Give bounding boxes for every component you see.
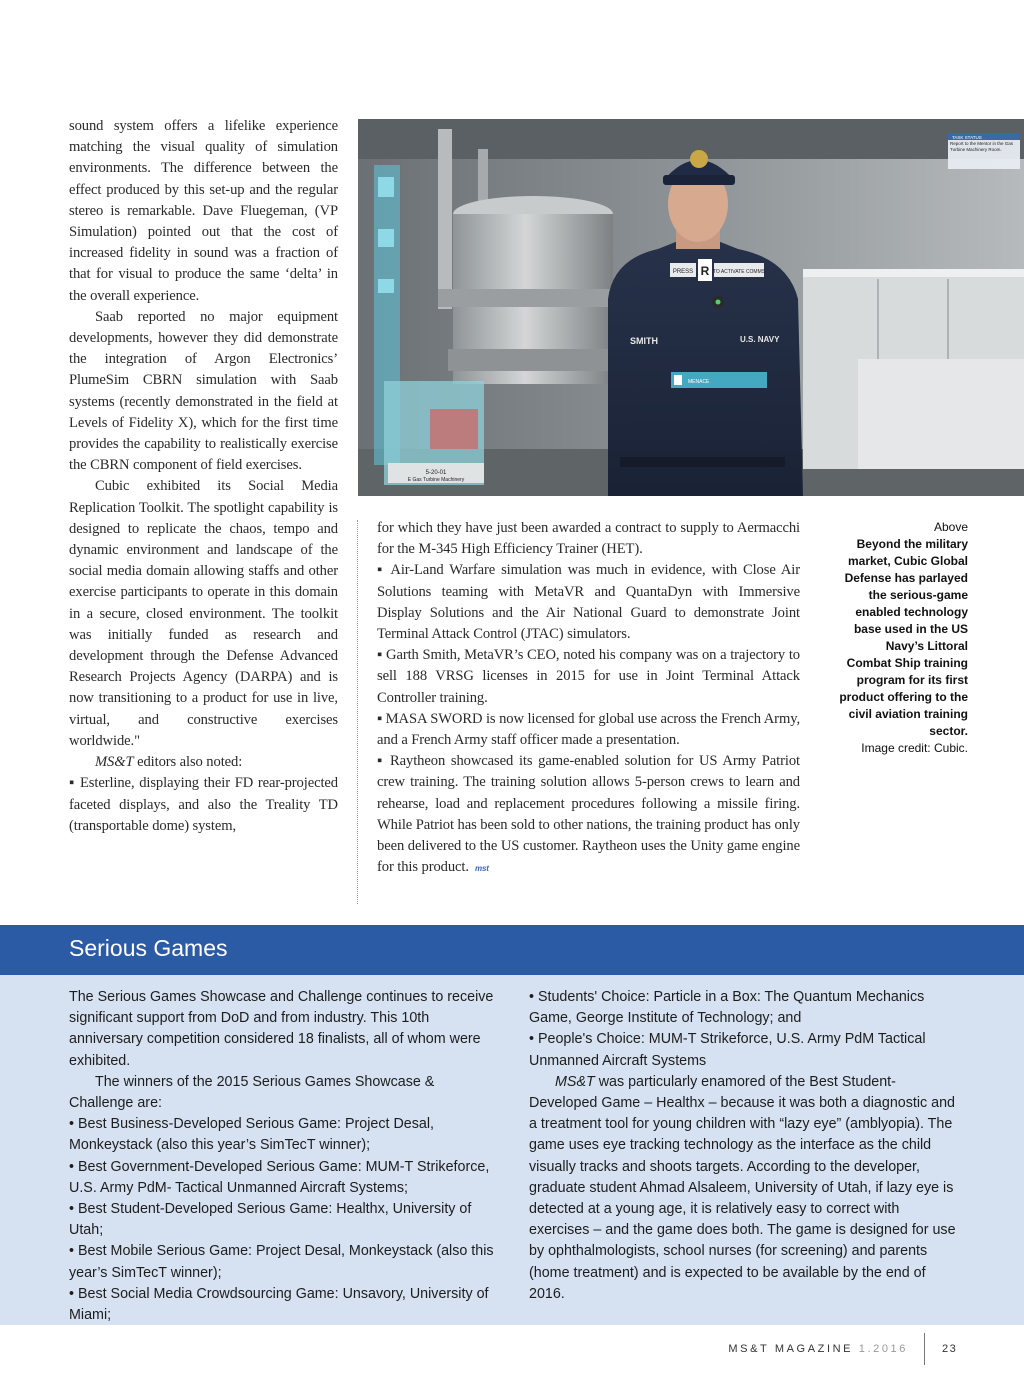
task-panel-text: Report to the Mentor in the Gas Turbine Machinery Room. (950, 141, 1014, 152)
paragraph: • Best Student-Developed Serious Game: Healthx, University of Utah; (69, 1201, 472, 1239)
sign-line1: 5-20-01 (425, 470, 447, 476)
task-panel-header: TASK STATUS (952, 135, 982, 140)
paragraph: for which they have just been awarded a contract to supply to Aermacchi for the M-345 High Efficiency Trainer (HET). (377, 520, 800, 558)
article-photo (358, 119, 1024, 496)
caption-body: Beyond the military market, Cubic Global Defense has parlayed the serious-game enabled technology base used in the US Navy’s Littoral Combat Ship training program for its first product offering to the civil aviation training sector. (839, 537, 968, 738)
paragraph: sound system offers a lifelike experience matching the visual quality of simulation environments. The difference between the effect produced by this set-up and the regular stereo is remarkable. Dave Fluegeman, (VP Simulation) pointed out that the cost of increased fidelity in sound was a fraction of that for visual to produce the same ‘delta’ in the overall experience. (69, 118, 338, 304)
middle-paragraphs (377, 518, 800, 751)
paragraph: Cubic exhibited its Social Media Replication Toolkit. The spotlight capability is designed to replicate the chaos, tempo and dynamic environment and landscape of the social media domain allowing staffs and other exercise participants to operate in this domain in a secure, closed environment. The toolkit was initially funded as research and development through the Defense Advanced Research Projects Agency (DARPA) and is now transitioning to a product for use in live, virtual, and constructive exercises worldwide." (69, 478, 338, 749)
paragraph: Saab reported no major equipment developments, however they did demonstrate the integration of Argon Electronics’ PlumeSim CBRN simulation with Saab systems (recently demonstrated in the field at Levels of Fidelity X), which for the first time provides the capability to realistically exercise the CBRN component of field exercises. (69, 308, 338, 474)
press-left: PRESS (672, 269, 694, 275)
paragraph: • Best Government-Developed Serious Game: MUM-T Strikeforce, U.S. Army PdM- Tactical Unmanned Aircraft Systems; (69, 1158, 490, 1196)
caption-label: Above (933, 520, 968, 534)
raytheon-item: ▪ Raytheon showcased its game-enabled solution for US Army Patriot crew training. The training solution allows 5-person crews to learn and rehearse, load and replacement procedures following a missile firing. While Patriot has been sold to other nations, the training product has only been delivered to the US customer. Raytheon uses the Unity game engine for this product. mst (377, 751, 800, 879)
games-right-paragraphs (529, 987, 957, 1072)
page-number: 23 (942, 1343, 958, 1355)
paragraph: The winners of the 2015 Serious Games Showcase & Challenge are: (69, 1073, 435, 1112)
footer-divider (924, 1333, 925, 1365)
serious-games-left-column (69, 987, 497, 1326)
paragraph: ▪ Air-Land Warfare simulation was much in evidence, with Close Air Solutions teaming with MetaVR and QuantaDyn with Immersive Display Solutions and the Air National Guard to demonstrate Joint Terminal Attack Control (JTAC) simulators. (377, 560, 800, 645)
paragraph: ▪ Garth Smith, MetaVR’s CEO, noted his company was on a trajectory to sell 188 VRSG licenses in 2015 for use in Joint Terminal Attack Controller training. (377, 645, 800, 709)
column-divider (357, 520, 358, 904)
paragraph: • Best Mobile Serious Game: Project Desal, Monkeystack (also this year’s SimTecT winner); (69, 1243, 494, 1281)
editors-noted: MS&T editors also noted: (95, 754, 243, 771)
left-paragraphs (69, 116, 338, 752)
photo-caption (838, 519, 968, 757)
healthx-paragraph: MS&T was particularly enamored of the Best Student-Developed Game – Healthx – because it was both a diagnostic and a treatment tool for young children with “lazy eye” (amblyopia). The game uses eye tracking technology as the interface as the child visually tracks and shoots targets. According to the developer, graduate student Ahmad Alsaleem, University of Utah, if lazy eye is detected at a young age, it is relatively easy to correct with exercises – and the game does both. The game is designed for use by ophthalmologists, school nurses (for screening) and parents (home treatment) and is expected to be available by the end of 2016. (529, 1073, 956, 1302)
name-tag: SMITH (630, 336, 658, 346)
article-middle-column (377, 518, 800, 879)
serious-games-right-column (529, 987, 957, 1305)
paragraph: • Best Social Media Crowdsourcing Game: Unsavory, University of Miami; (69, 1285, 489, 1324)
bar-label: MENACE (688, 379, 710, 385)
end-mark: mst (474, 864, 489, 874)
paragraph: ▪ MASA SWORD is now licensed for global use across the French Army, and a French Army staff officer made a presentation. (377, 709, 800, 751)
serious-games-title: Serious Games (69, 935, 228, 961)
article-left-column (69, 116, 338, 837)
paragraph: • Best Business-Developed Serious Game: Project Desal, Monkeystack (also this year’s SimTecT winner); (69, 1116, 434, 1154)
games-left-paragraphs (69, 987, 497, 1326)
footer-issue: 1.2016 (858, 1343, 908, 1355)
serious-games-header (0, 925, 1024, 975)
navy-tag: U.S. NAVY (740, 335, 780, 344)
footer-magazine: MS&T MAGAZINE 1.2016 (728, 1343, 908, 1355)
paragraph: • Students' Choice: Particle in a Box: The Quantum Mechanics Game, George Institute of Technology; and (529, 989, 925, 1027)
esterline-item: ▪ Esterline, displaying their FD rear-projected faceted displays, and also the Treality TD (transportable dome) system, (69, 773, 338, 837)
paragraph: • People's Choice: MUM-T Strikeforce, U.S. Army PdM Tactical Unmanned Aircraft Systems (529, 1031, 926, 1069)
caption-credit: Image credit: Cubic. (861, 741, 968, 755)
press-key: R (700, 264, 710, 278)
sign-line2: E Gas Turbine Machinery (407, 477, 465, 483)
press-right: TO ACTIVATE COMMS (712, 269, 766, 275)
paragraph: The Serious Games Showcase and Challenge continues to receive significant support from DoD and from industry. This 10th anniversary competition considered 18 finalists, all of whom were exhibited. (69, 989, 494, 1069)
